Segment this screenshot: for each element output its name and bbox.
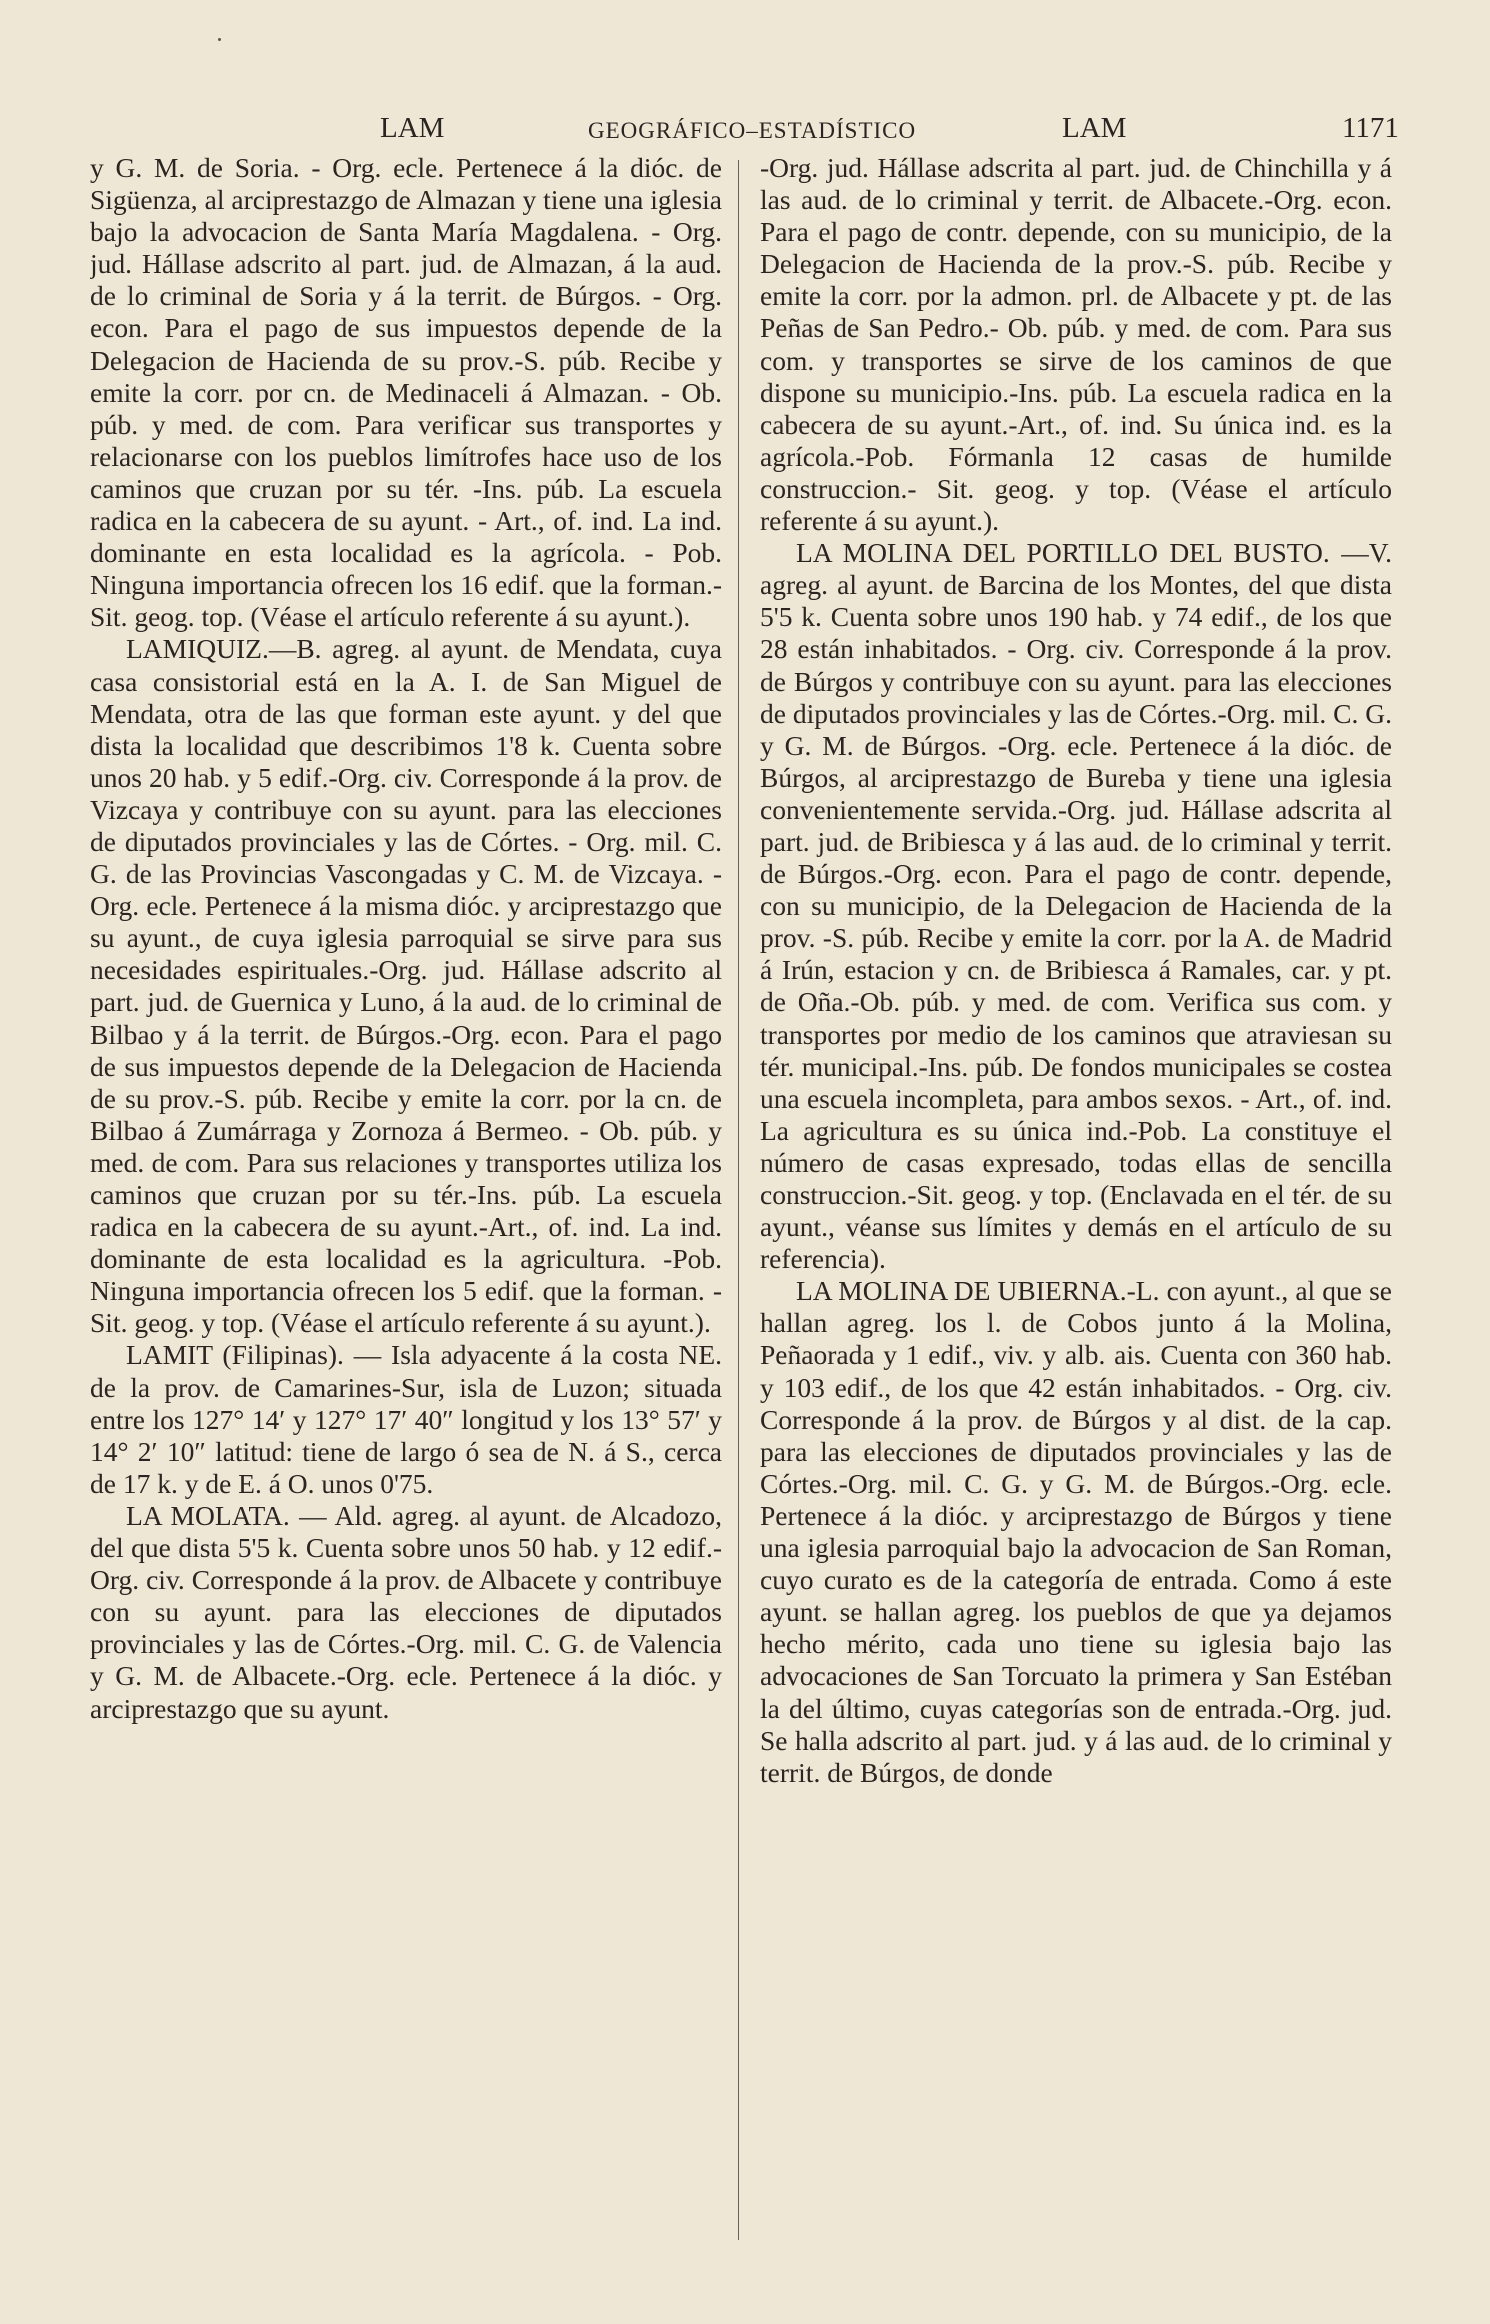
header-title: GEOGRÁFICO–ESTADÍSTICO xyxy=(588,118,917,143)
entry-paragraph: LAMIT (Filipinas). — Isla adyacente á la costa NE. de la prov. de Camarines-Sur, isla de Luzon; situada entre los 127° 14′ y 127° 17′ 40″ longitud y los 13° 57′ y 14° 2′ 10″ latitud: tiene de largo ó sea de N. á S., cerca de 17 k. y de E. á O. unos 0'75. xyxy=(90,1339,722,1499)
page-number: 1171 xyxy=(1342,112,1399,144)
entry-paragraph: LA MOLATA. — Ald. agreg. al ayunt. de Alcadozo, del que dista 5'5 k. Cuenta sobre unos 50 hab. y 12 edif.-Org. civ. Corresponde á la prov. de Albacete y contribuye con su ayunt. para las elecciones de diputados provinciales y las de Córtes.-Org. mil. C. G. de Valencia y G. M. de Albacete.-Org. ecle. Pertenece á la dióc. y arciprestazgo que su ayunt. xyxy=(90,1499,722,1724)
entry-paragraph: LAMIQUIZ.—B. agreg. al ayunt. de Mendata, cuya casa consistorial está en la A. I. de San Miguel de Mendata, otra de las que forman este ayunt. y del que dista la localidad que describimos 1'8 k. Cuenta sobre unos 20 hab. y 5 edif.-Org. civ. Corresponde á la prov. de Vizcaya y contribuye con su ayunt. para las elecciones de diputados provinciales y las de Córtes. - Org. mil. C. G. de las Provincias Vascongadas y C. M. de Vizcaya. - Org. ecle. Pertenece á la misma dióc. y arciprestazgo que su ayunt., de cuya iglesia parroquial se sirve para sus necesidades espirituales.-Org. jud. Hállase adscrito al part. jud. de Guernica y Luno, á la aud. de lo criminal de Bilbao y á la territ. de Búrgos.-Org. econ. Para el pago de sus impuestos depende de la Delegacion de Hacienda de su prov.-S. púb. Recibe y emite la corr. por la cn. de Bilbao á Zumárraga y Zornoza á Bermeo. - Ob. púb. y med. de com. Para sus relaciones y transportes utiliza los caminos que cruzan por su tér.-Ins. púb. La escuela radica en la cabecera de su ayunt.-Art., of. ind. La ind. dominante de esta localidad es la agricultura. -Pob. Ninguna importancia ofrecen los 5 edif. que la forman. - Sit. geog. y top. (Véase el artículo referente á su ayunt.). xyxy=(90,633,722,1339)
column-divider xyxy=(738,160,739,2240)
header-right-keyword: LAM xyxy=(1062,112,1127,144)
entry-paragraph: LA MOLINA DEL PORTILLO DEL BUSTO. —V. agreg. al ayunt. de Barcina de los Montes, del que dista 5'5 k. Cuenta sobre unos 190 hab. y 74 edif., de los que 28 están inhabitados. - Org. civ. Corresponde á la prov. de Búrgos y contribuye con su ayunt. para las elecciones de diputados provinciales y las de Córtes.-Org. mil. C. G. y G. M. de Búrgos. -Org. ecle. Pertenece á la dióc. de Búrgos, al arciprestazgo de Bureba y tiene una iglesia convenientemente servida.-Org. jud. Hállase adscrita al part. jud. de Bribiesca y á las aud. de lo criminal y territ. de Búrgos.-Org. econ. Para el pago de contr. depende, con su municipio, de la Delegacion de Hacienda de la prov. -S. púb. Recibe y emite la corr. por la A. de Madrid á Irún, estacion y cn. de Bribiesca á Ramales, car. y pt. de Oña.-Ob. púb. y med. de com. Verifica sus com. y transportes por medio de los caminos que atraviesan su tér. municipal.-Ins. púb. De fondos municipales se costea una escuela incompleta, para ambos sexos. - Art., of. ind. La agricultura es su única ind.-Pob. La constituye el número de casas expresado, todas ellas de sencilla construccion.-Sit. geog. y top. (Enclavada en el tér. de su ayunt., véanse sus límites y demás en el artículo de su referencia). xyxy=(760,537,1392,1275)
running-header xyxy=(90,112,1410,154)
entry-paragraph: -Org. jud. Hállase adscrita al part. jud. de Chinchilla y á las aud. de lo criminal y territ. de Albacete.-Org. econ. Para el pago de contr. depende, con su municipio, de la Delegacion de Hacienda de la prov.-S. púb. Recibe y emite la corr. por la admon. prl. de Albacete y pt. de las Peñas de San Pedro.- Ob. púb. y med. de com. Para sus com. y transportes se sirve de los caminos de que dispone su municipio.-Ins. púb. La escuela radica en la cabecera de su ayunt.-Art., of. ind. Su única ind. es la agrícola.-Pob. Fórmanla 12 casas de humilde construccion.- Sit. geog. y top. (Véase el artículo referente á su ayunt.). xyxy=(760,152,1392,537)
scan-dot xyxy=(218,38,221,41)
header-left-keyword: LAM xyxy=(380,112,445,144)
left-column xyxy=(90,152,722,2302)
entry-paragraph: LA MOLINA DE UBIERNA.-L. con ayunt., al que se hallan agreg. los l. de Cobos junto á la Molina, Peñaorada y 1 edif., viv. y alb. ais. Cuenta con 360 hab. y 103 edif., de los que 42 están inhabitados. - Org. civ. Corresponde á la prov. de Búrgos y al dist. de la cap. para las elecciones de diputados provinciales y las de Córtes.-Org. mil. C. G. y G. M. de Búrgos.-Org. ecle. Pertenece á la dióc. y arciprestazgo de Búrgos y tiene una iglesia parroquial bajo la advocacion de San Roman, cuyo curato es de la categoría de entrada. Como á este ayunt. se hallan agreg. los pueblos de que ya dejamos hecho mérito, cada uno tiene su iglesia bajo las advocaciones de San Torcuato la primera y San Estéban la del último, cuyas categorías son de entrada.-Org. jud. Se halla adscrito al part. jud. y á las aud. de lo criminal y territ. de Búrgos, de donde xyxy=(760,1275,1392,1788)
right-column xyxy=(760,152,1392,2302)
entry-paragraph: y G. M. de Soria. - Org. ecle. Pertenece á la dióc. de Sigüenza, al arciprestazgo de Almazan y tiene una iglesia bajo la advocacion de Santa María Magdalena. - Org. jud. Hállase adscrito al part. jud. de Almazan, á la aud. de lo criminal de Soria y á la territ. de Búrgos. - Org. econ. Para el pago de sus impuestos depende de la Delegacion de Hacienda de su prov.-S. púb. Recibe y emite la corr. por cn. de Medinaceli á Almazan. - Ob. púb. y med. de com. Para verificar sus transportes y relacionarse con los pueblos limítrofes hace uso de los caminos que cruzan por su tér. -Ins. púb. La escuela radica en la cabecera de su ayunt. - Art., of. ind. La ind. dominante en esta localidad es la agrícola. - Pob. Ninguna importancia ofrecen los 16 edif. que la forman.-Sit. geog. top. (Véase el artículo referente á su ayunt.). xyxy=(90,152,722,633)
